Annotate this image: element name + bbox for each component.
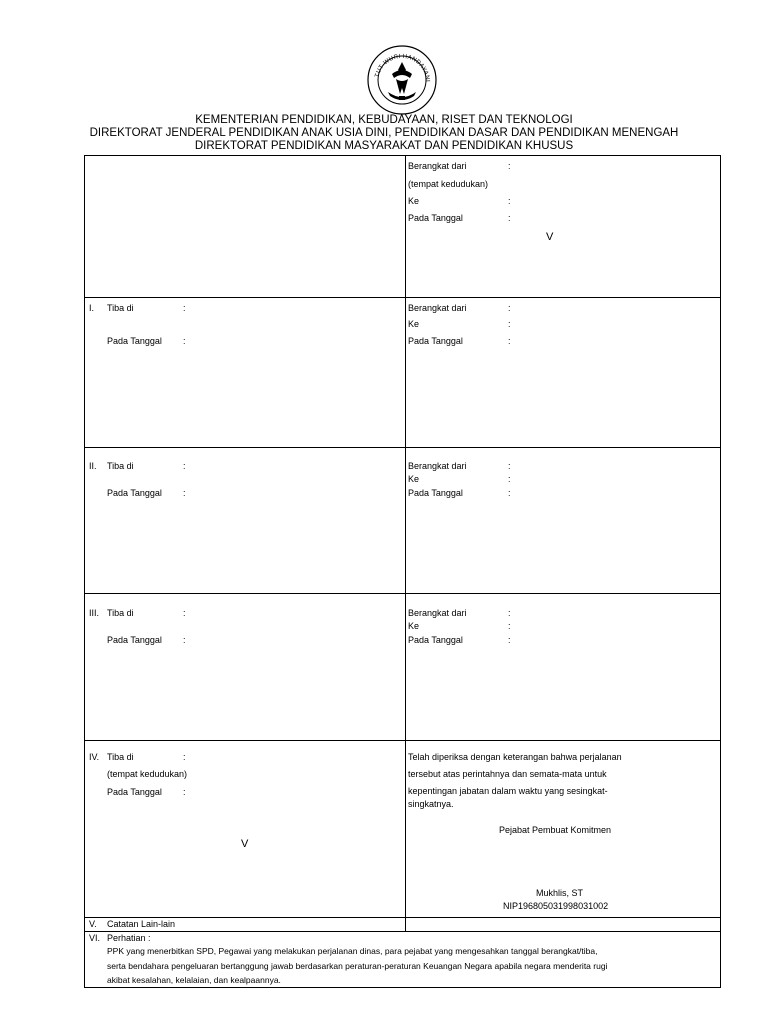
tiba-di-label-1: Tiba di — [107, 303, 134, 313]
pada-tanggal-right-label-1: Pada Tanggal — [408, 336, 463, 346]
berangkat-dari-label-2: Berangkat dari — [408, 461, 467, 471]
section-number-2: II. — [89, 461, 97, 471]
perhatian-line-2: serta bendahara pengeluaran bertanggung jawab berdasarkan peraturan-peraturan Keuangan Negara apabila negara menderita rugi — [107, 961, 608, 971]
tiba-di-label-3: Tiba di — [107, 608, 134, 618]
berangkat-dari-label-3: Berangkat dari — [408, 608, 467, 618]
check-mark-0: V — [546, 231, 554, 243]
official-title: Pejabat Pembuat Komitmen — [499, 825, 612, 835]
official-name: Mukhlis, ST — [536, 888, 584, 898]
berangkat-dari-label-1: Berangkat dari — [408, 303, 467, 313]
pada-tanggal-left-label-1: Pada Tanggal — [107, 336, 162, 346]
colon: : — [183, 461, 186, 471]
colon: : — [508, 319, 511, 329]
colon: : — [508, 196, 511, 206]
colon: : — [508, 488, 511, 498]
section-number-1: I. — [89, 303, 95, 313]
colon: : — [183, 488, 186, 498]
pada-tanggal-left-label-3: Pada Tanggal — [107, 635, 162, 645]
catatan-label: Catatan Lain-lain — [107, 919, 176, 929]
colon: : — [183, 635, 186, 645]
ke-label-1: Ke — [408, 319, 420, 329]
colon: : — [508, 303, 511, 313]
perhatian-line-3: akibat kesalahan, kelalaian, dan kealpaannya. — [107, 975, 281, 985]
pada-tanggal-label-0: Pada Tanggal — [408, 213, 463, 223]
colon: : — [508, 474, 511, 484]
pada-tanggal-left-label-2: Pada Tanggal — [107, 488, 162, 498]
pada-tanggal-right-label-3: Pada Tanggal — [408, 635, 463, 645]
ke-label-3: Ke — [408, 621, 420, 631]
colon: : — [508, 621, 511, 631]
perhatian-line-1: PPK yang menerbitkan SPD, Pegawai yang melakukan perjalanan dinas, para pejabat yang mengesahkan tanggal berangkat/tiba, — [107, 946, 598, 956]
berangkat-dari-label-0: Berangkat dari — [408, 161, 467, 171]
colon: : — [508, 461, 511, 471]
colon: : — [183, 608, 186, 618]
tempat-kedudukan-label-0: (tempat kedudukan) — [408, 179, 489, 189]
section-number-6: VI. — [89, 933, 101, 943]
verification-line-1: Telah diperiksa dengan keterangan bahwa perjalanan — [408, 752, 622, 762]
official-nip: NIP196805031998031002 — [503, 901, 609, 911]
colon: : — [508, 635, 511, 645]
tut-wuri-handayani-emblem-icon — [366, 44, 438, 116]
tiba-di-label-4: Tiba di — [107, 752, 134, 762]
verification-line-2: tersebut atas perintahnya dan semata-mata untuk — [408, 769, 607, 779]
directorate-general-title: DIREKTORAT JENDERAL PENDIDIKAN ANAK USIA DINI, PENDIDIKAN DASAR DAN PENDIDIKAN MENENGAH — [89, 127, 679, 139]
ke-label-2: Ke — [408, 474, 420, 484]
perhatian-title: Perhatian : — [107, 933, 151, 943]
colon: : — [183, 303, 186, 313]
colon: : — [508, 213, 511, 223]
verification-line-4: singkatnya. — [408, 799, 454, 809]
tut-wuri-handayani-logo — [366, 44, 438, 116]
colon: : — [508, 336, 511, 346]
tiba-di-label-2: Tiba di — [107, 461, 134, 471]
directorate-title: DIREKTORAT PENDIDIKAN MASYARAKAT DAN PENDIDIKAN KHUSUS — [194, 140, 574, 152]
colon: : — [508, 608, 511, 618]
section-number-4: IV. — [89, 752, 100, 762]
verification-line-3: kepentingan jabatan dalam waktu yang sesingkat- — [408, 786, 608, 796]
section-number-5: V. — [89, 919, 97, 929]
colon: : — [183, 336, 186, 346]
colon: : — [508, 161, 511, 171]
check-mark-4: V — [241, 838, 249, 850]
colon: : — [183, 787, 186, 797]
colon: : — [183, 752, 186, 762]
pada-tanggal-right-label-2: Pada Tanggal — [408, 488, 463, 498]
svg-text:TUT WURI HANDAYANI: TUT WURI HANDAYANI — [374, 53, 431, 83]
section-number-3: III. — [89, 608, 100, 618]
pada-tanggal-left-label-4: Pada Tanggal — [107, 787, 162, 797]
tempat-kedudukan-label-4: (tempat kedudukan) — [107, 769, 188, 779]
ministry-title: KEMENTERIAN PENDIDIKAN, KEBUDAYAAN, RISET DAN TEKNOLOGI — [195, 114, 573, 126]
ke-label-0: Ke — [408, 196, 420, 206]
